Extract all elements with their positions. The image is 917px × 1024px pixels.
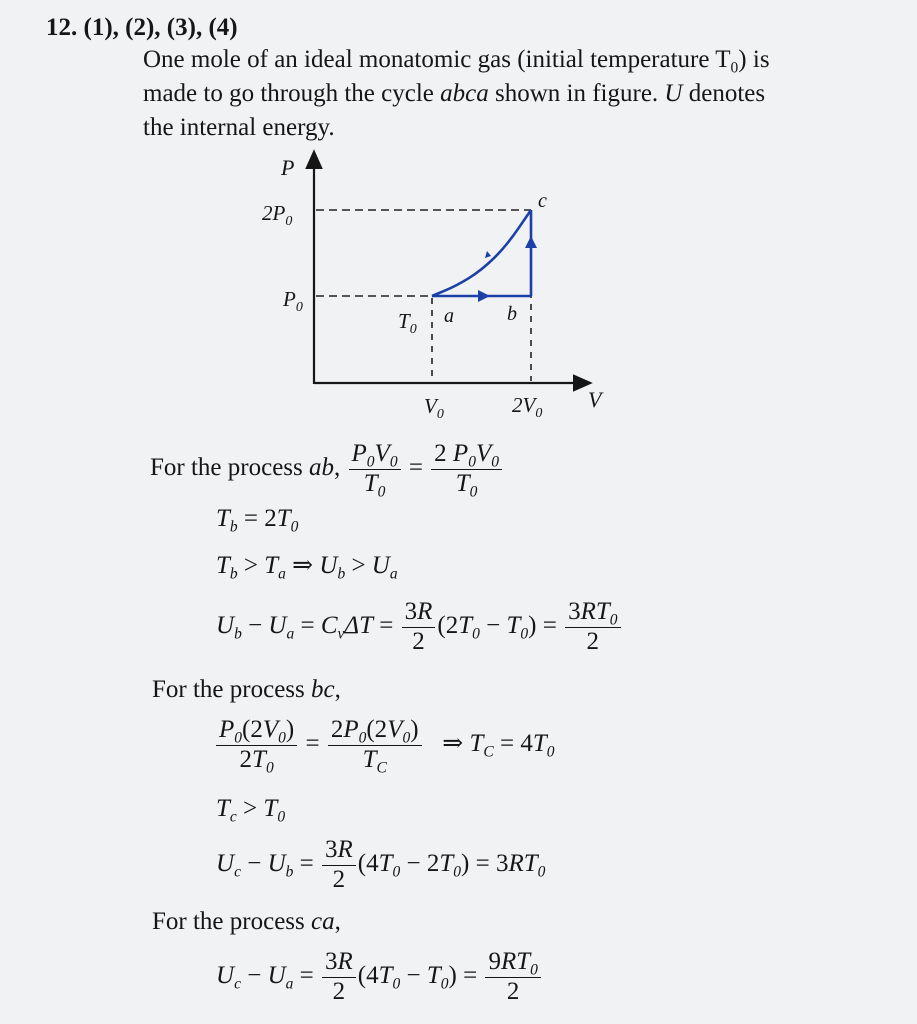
bc-equation: $\frac{P_0(2V_0)}{2T_0}$ = $\frac{2P_0(2V_0)}{T_C}$ ⇒ $T_C = 4T_0$ [214,716,555,775]
arrow-ca [485,251,491,258]
point-c-label: c [538,190,547,212]
ub-minus-ua: $U_b - U_a = C_v\Delta T$ = $\frac{3R}{2}$ $(2T_0 - T_0)$ = $\frac{3RT_0}{2}$ [216,598,623,657]
tick-2v0: $2V_0$ [512,393,543,421]
tc-gt-t0: $T_c > T_0$ [216,795,286,826]
arrow-bc [525,236,537,248]
point-a-label: a [444,305,454,327]
ab-equation: For the process ab, $\frac{P_0V_0}{T_0}$ = $\frac{2 P_0V_0}{T_0}$ [150,440,504,499]
ca-heading: For the process ca, [152,908,341,935]
tb-gt-ta: $T_b > T_a$ ⇒ $U_b > U_a$ [216,552,398,583]
y-axis-label: P [281,155,295,180]
intro-line-3: the internal energy. [143,114,335,141]
bc-heading: For the process bc, [152,676,341,703]
cycle-paths [432,210,537,302]
tick-p0: $P_0$ [283,287,303,315]
tick-2p0: $2P_0$ [262,201,293,229]
tb-equals: $T_b = 2T_0$ [216,505,299,536]
x-axis-label: V [588,387,602,412]
uc-minus-ub: $U_c - U_b$ = $\frac{3R}{2}$ $(4T_0 - 2T_0) = 3RT_0$ [216,836,546,893]
temp-t0-label: $T_0$ [398,309,417,337]
pv-diagram [0,0,917,440]
point-b-label: b [507,303,517,325]
intro-line-2: made to go through the cycle abca shown in figure. U denotes [143,80,766,107]
process-ca [432,210,531,296]
problem-label: 12. (1), (2), (3), (4) [46,14,238,41]
arrow-ab [478,290,490,302]
tick-v0: $V_0$ [424,394,444,422]
intro-line-1: One mole of an ideal monatomic gas (initial temperature $T_0$) is [143,46,770,77]
uc-minus-ua: $U_c - U_a$ = $\frac{3R}{2}$ $(4T_0 - T_0)$ = $\frac{9RT_0}{2}$ [216,948,543,1007]
